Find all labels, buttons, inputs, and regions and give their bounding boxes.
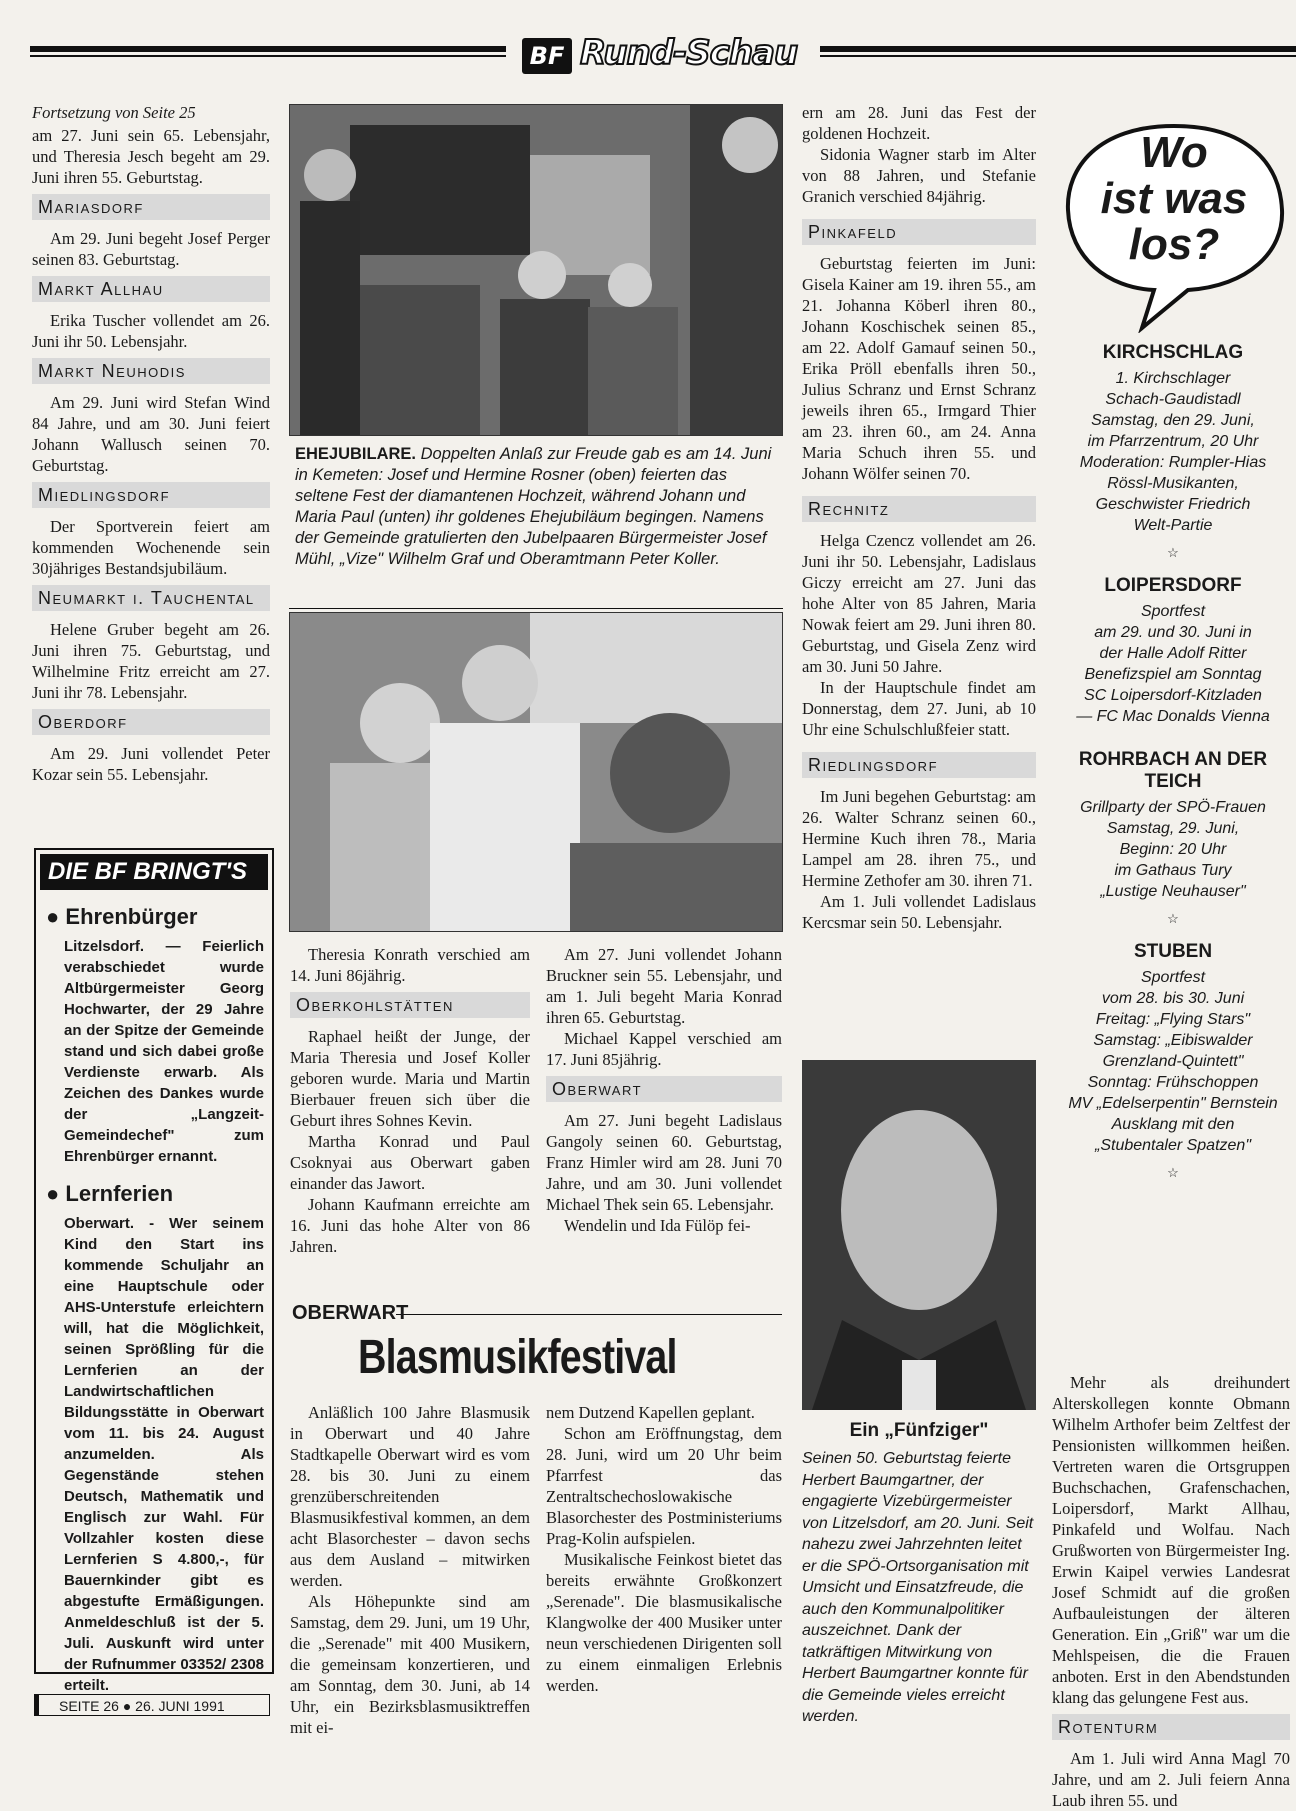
col4-intro2: Sidonia Wagner starb im Alter von 88 Jahren, und Stefanie Granich verschied 84jährig. <box>802 145 1036 206</box>
wo-ist-was-los-bubble <box>1058 118 1290 333</box>
photo-rosner-image <box>290 105 782 435</box>
photo-rosner-couple <box>289 104 783 436</box>
blasmusik-headline: Blasmusikfestival <box>358 1331 677 1384</box>
photo-paul-couple <box>289 612 783 932</box>
blasmusik-paragraph: Als Höhepunkte sind am Samstag, dem 29. Juni, um 19 Uhr, die „Serenade" mit 400 Musikern, die gemeinsam konzertieren, und am Sonntag, dem 30. Juni, ab 14 Uhr, ein Bezirksblasmusiktreffen mit ei- <box>290 1592 530 1737</box>
bringts-item-text: Oberwart. - Wer seinem Kind den Start ins kommende Schuljahr an eine Hauptschule oder AHS-Unterstufe erleichtern will, hat die Möglichkeit, seinen Sprößling für die Lernferien an der Landwirtschaftlichen Bildungsstätte in Oberwart vom 11. bis 24. August anzumelden. Als Gegenstände stehen Deutsch, Mathematik und Englisch zur Wahl. Für Vollzahler kosten diese Lernferien S 4.800,-, für Bauernkinder gibt es abgestufte Ermäßigungen. Anmeldeschluß ist der 5. Juli. Auskunft wird unter der Rufnummer 03352/ 2308 erteilt. <box>64 1215 264 1694</box>
blasmusik-paragraph: nem Dutzend Kapellen geplant. <box>546 1403 755 1422</box>
mid-left-column <box>290 944 530 1257</box>
col4-paragraph: In der Hauptschule findet am Donnerstag, dem 27. Juni, ab 10 Uhr eine Schulschlußfeier statt. <box>802 678 1036 739</box>
portrait-text: Seinen 50. Geburtstag feierte Herbert Baumgartner, der engagierte Vizebürgermeister von Litzelsdorf, am 20. Juni. Seit nahezu zwei Jahrzehnten leitet er die SPÖ-Ortsorganisation mit Umsicht und Einsatzfreude, die auch den Kommunalpolitiker auszeichnet. Dank der tatkräftigen Mitwirkung von Herbert Baumgartner konnte für die Gemeinde vieles erreicht werden. <box>802 1450 1034 1725</box>
bullet-icon: ● <box>46 1181 60 1206</box>
mid-right-paragraph: Michael Kappel verschied am 17. Juni 85jährig. <box>546 1029 782 1069</box>
place-heading: Markt Allhau <box>32 276 270 302</box>
bf-bringts-box <box>34 848 274 1694</box>
blasmusik-paragraph: Anläßlich 100 Jahre Blasmusik in Oberwart und 40 Jahre Stadtkapelle Oberwart wird es vom 28. bis 30. Juni zu einem grenzüberschreitenden Blasmusikfestival kommen, an dem acht Blasorchester – davon sechs aus dem Ausland – mitwirken werden. <box>290 1403 530 1590</box>
place-heading: Riedlingsdorf <box>802 752 1036 778</box>
masthead-rule-right <box>820 46 1296 52</box>
photo-caption <box>295 444 777 570</box>
bullet-icon: ● <box>122 1698 132 1714</box>
blasmusik-col-b <box>546 1402 782 1696</box>
bubble-line-1: Wo <box>1140 128 1208 177</box>
place-heading: Oberkohlstätten <box>290 992 530 1018</box>
col1-intro: am 27. Juni sein 65. Lebensjahr, und Theresia Jesch begeht am 29. Juni ihren 55. Geburtstag. <box>32 126 270 187</box>
bf-bringts-header: DIE BF BRINGT'S <box>40 854 268 890</box>
place-heading: Oberwart <box>546 1076 782 1102</box>
col1-paragraph: Am 29. Juni wird Stefan Wind 84 Jahre, und am 30. Juni feiert Johann Wallusch seinen 70. Geburtstag. <box>32 393 270 475</box>
mid-left-intro: Theresia Konrath verschied am 14. Juni 86jährig. <box>290 945 530 985</box>
bringts-item-title: ● Lernferien <box>46 1181 174 1206</box>
mid-left-paragraph: Raphael heißt der Junge, der Maria Theresia und Josef Koller geboren wurde. Maria und Martin Bierbauer freuen sich über die Geburt ihres Sohnes Kevin. <box>290 1027 530 1130</box>
event-details: 1. Kirchschlager Schach-Gaudistadl Samstag, den 29. Juni, im Pfarrzentrum, 20 Uhr Moderation: Rumpler-Hias Rössl-Musikanten, Geschwister Friedrich Welt-Partie <box>1079 370 1267 534</box>
place-heading: Markt Neuhodis <box>32 358 270 384</box>
masthead-logo: BF <box>522 38 572 74</box>
blasmusik-col-a <box>290 1402 530 1738</box>
bringts-item-title: ● Ehrenbürger <box>46 904 198 929</box>
col4-paragraph: Geburtstag feierten im Juni: Gisela Kainer am 19. ihren 55., am 21. Johanna Köberl ihren 80., Johann Koschischek seinen 85., am 22. Adolf Gamauf seinen 50., Erika Pröll ebenfalls ihren 50., Julius Schranz und Ernst Schranz jeweils ihren 65., Irmgard Thier am 23. ihren 60., am 24. Anna Maria Schuch ihren 55. und Johann Wölfer seinen 70. <box>802 254 1036 483</box>
event-place: LOIPERSDORF <box>1104 575 1242 596</box>
event-details: Sportfest vom 28. bis 30. Juni Freitag: „Flying Stars" Samstag: „Eibiswalder Grenzland-Quintett" Sonntag: Frühschoppen MV „Edelserpentin" Bernstein Ausklang mit den „Stubentaler Spatzen" <box>1068 969 1278 1154</box>
mid-left-paragraph: Martha Konrad und Paul Csoknyai aus Oberwart gaben einander das Jawort. <box>290 1132 530 1193</box>
place-heading: Rechnitz <box>802 496 1036 522</box>
col4-paragraph: Im Juni begehen Geburtstag: am 26. Walter Schranz seinen 60., Hermine Kuch ihren 78., Maria Lampel am 28. ihren 75., und Hermine Zethofer am 30. ihren 71. <box>802 787 1036 890</box>
col1-paragraph: Helene Gruber begeht am 26. Juni ihren 75. Geburtstag, und Wilhelmine Fritz erreicht am 27. Juni ihr 78. Lebensjahr. <box>32 620 270 702</box>
col4-paragraph: Am 1. Juli vollendet Ladislaus Kercsmar sein 50. Lebensjahr. <box>802 892 1036 932</box>
photo-herbert-baumgartner <box>802 1060 1036 1410</box>
mid-right-paragraph: Wendelin und Ida Fülöp fei- <box>564 1216 751 1235</box>
masthead-rule-left <box>30 46 506 52</box>
mid-right-column <box>546 944 782 1236</box>
place-heading: Rotenturm <box>1052 1714 1290 1740</box>
masthead-rule-right-thin <box>820 55 1296 57</box>
place-heading: Mariasdorf <box>32 194 270 220</box>
bringts-item-text: Litzelsdorf. — Feierlich verabschiedet wurde Altbürgermeister Georg Hochwarter, der 29 Jahre an der Spitze der Gemeinde stand und sich dabei große Verdienste erwarb. Als Zeichen des Dankes wurde der „Langzeit-Gemeindechef" zum Ehrenbürger ernannt. <box>64 938 264 1165</box>
bubble-line-3: los? <box>1128 220 1220 269</box>
photo-paul-image <box>290 613 782 931</box>
event-place: STUBEN <box>1133 941 1213 962</box>
event-details: Grillparty der SPÖ-Frauen Samstag, 29. Juni, Beginn: 20 Uhr im Gathaus Tury „Lustige Neuhauser" <box>1080 799 1266 900</box>
portrait-caption <box>802 1420 1036 1728</box>
masthead-rule-left-thin <box>30 55 506 57</box>
star-icon: ☆ <box>1167 912 1179 927</box>
masthead-section-title: Rund-Schau <box>580 33 798 73</box>
mid-right-paragraph: Am 27. Juni begeht Ladislaus Gangoly seinen 60. Geburtstag, Franz Himler wird am 28. Juni 70 Jahre, und am 30. Juni vollendet Michael Thek sein 65. Lebensjahr. <box>546 1111 782 1214</box>
mid-right-paragraph: Am 27. Juni vollendet Johann Bruckner sein 55. Lebensjahr, und am 1. Juli begeht Maria Konrad ihren 65. Geburtstag. <box>546 945 782 1027</box>
event-details: Sportfest am 29. und 30. Juni in der Halle Adolf Ritter Benefizspiel am Sonntag SC Loipersdorf-Kitzladen — FC Mac Donalds Vienna <box>1076 603 1270 725</box>
place-heading: Oberdorf <box>32 709 270 735</box>
caption-lead: EHEJUBILARE. <box>295 445 417 463</box>
col4-paragraph: Helga Czencz vollendet am 26. Juni ihr 50. Lebensjahr, Ladislaus Giczy erreicht am 27. Juni das hohe Alter von 85 Jahren, Maria Nowak feiert am 29. Juni ihren 80. Geburtstag, und Gisela Zenz wird am 30. Juni 50 Jahre. <box>802 531 1036 676</box>
page-footer <box>34 1694 270 1716</box>
place-heading: Miedlingsdorf <box>32 482 270 508</box>
page-date: 26. JUNI 1991 <box>135 1698 225 1714</box>
rotenturm-paragraph: Am 1. Juli wird Anna Magl 70 Jahre, und am 2. Juli feiern Anna Laub ihren 55. und <box>1052 1749 1290 1810</box>
col1-paragraph: Der Sportverein feiert am kommenden Wochenende sein 30jähriges Bestandsjubiläum. <box>32 517 270 578</box>
continued-note: Fortsetzung von Seite 25 <box>32 103 196 122</box>
event-place: KIRCHSCHLAG <box>1102 342 1244 363</box>
place-heading: Neumarkt i. Tauchental <box>32 585 270 611</box>
portrait-image <box>802 1060 1036 1410</box>
events-column <box>1056 336 1290 1185</box>
blasmusik-divider <box>396 1314 782 1315</box>
star-icon: ☆ <box>1167 1166 1179 1181</box>
caption-text: Doppelten Anlaß zur Freude gab es am 14. Juni in Kemeten: Josef und Hermine Rosner (oben) feierten das seltene Fest der diamantenen Hochzeit, während Johann und Maria Paul (unten) ihr goldenes Ehejubiläum begingen. Namens der Gemeinde gratulierten den Jubelpaaren Bürgermeister Josef Mühl, „Vize" Wilhelm Graf und Oberamtmann Peter Koller. <box>295 445 772 568</box>
col1-paragraph: Am 29. Juni vollendet Peter Kozar sein 55. Lebensjahr. <box>32 744 270 784</box>
event-place: ROHRBACH AN DER TEICH <box>1078 749 1268 792</box>
blasmusik-kicker: OBERWART <box>292 1302 409 1324</box>
blasmusik-paragraph: Schon am Eröffnungstag, dem 28. Juni, wird um 20 Uhr beim Pfarrfest das Zentraltschechoslowakische Blasorchester des Postministeriums Prag-Kolin aufspielen. <box>546 1424 782 1548</box>
star-icon: ☆ <box>1167 546 1179 561</box>
blasmusik-paragraph: Musikalische Feinkost bietet das bereits erwähnte Großkonzert „Serenade". Die blasmusikalische Klangwolke der 400 Musiker unter neun verschiedenen Dirigenten soll zu einem einmaligen Erlebnis werden. <box>546 1550 782 1695</box>
col1-paragraph: Erika Tuscher vollendet am 26. Juni ihr 50. Lebensjahr. <box>32 311 270 351</box>
pension-paragraph: Mehr als dreihundert Alterskollegen konnte Obmann Wilhelm Arthofer beim Zeltfest der Pensionisten willkommen heißen. Vertreten waren die Ortsgruppen Buchschachen, Grafenschachen, Loipersdorf, Markt Allhau, Pinkafeld und Wolfau. Nach Grußworten von Bürgermeister Ing. Erwin Kaipel verwies Landesrat Josef Schmidt auf die großen Aufbauleistungen der älteren Generation. Ein „Griß" war um die Mehlspeisen, die die Frauen anboten. Erst in den Abendstunden klang das gelungene Fest aus. <box>1052 1373 1290 1707</box>
bullet-icon: ● <box>46 904 60 929</box>
caption-divider <box>289 608 783 609</box>
place-heading: Pinkafeld <box>802 219 1036 245</box>
col1-paragraph: Am 29. Juni begeht Josef Perger seinen 83. Geburtstag. <box>32 229 270 269</box>
portrait-title: Ein „Fünfziger" <box>849 1420 989 1441</box>
page-number: SEITE 26 <box>59 1698 119 1714</box>
col4-intro: ern am 28. Juni das Fest der goldenen Hochzeit. <box>802 103 1036 143</box>
pension-article <box>1052 1372 1290 1811</box>
column-4 <box>802 102 1036 933</box>
bubble-line-2: ist was <box>1100 174 1248 223</box>
mid-left-paragraph: Johann Kaufmann erreichte am 16. Juni das hohe Alter von 86 Jahren. <box>290 1195 530 1256</box>
column-1 <box>32 102 270 785</box>
